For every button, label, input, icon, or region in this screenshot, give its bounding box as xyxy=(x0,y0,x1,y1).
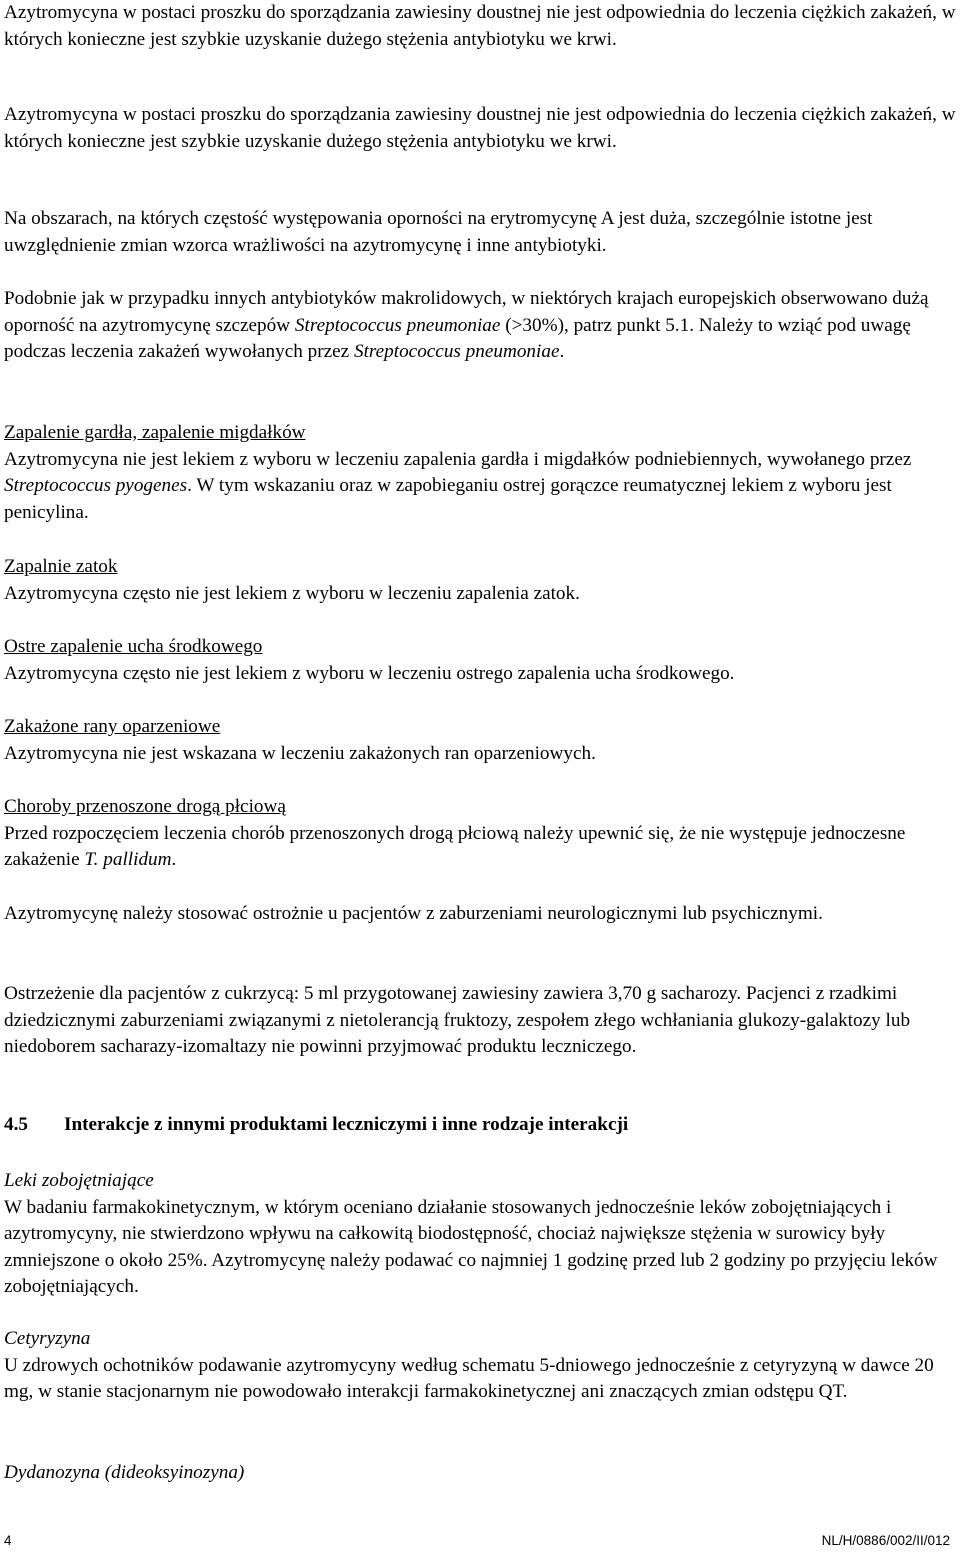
document-reference: NL/H/0886/002/II/012 xyxy=(821,1533,950,1548)
text-run: . W tym wskazaniu oraz w zapobieganiu ostrej gorączce reumatycznej lekiem z wyboru jest penicylina. xyxy=(4,475,892,523)
section-body-std xyxy=(4,821,958,874)
page-number: 4 xyxy=(4,1533,12,1548)
section-body-ear: Azytromycyna często nie jest lekiem z wyboru w leczeniu ostrego zapalenia ucha środkowego. xyxy=(4,662,735,684)
section-heading-ear: Ostre zapalenie ucha środkowego xyxy=(4,636,263,657)
paragraph-neurological-caution: Azytromycynę należy stosować ostrożnie u pacjentów z zaburzeniami neurologicznymi lub psychicznymi. xyxy=(4,903,823,924)
section-heading-cetirizine: Cetyryzyna xyxy=(4,1328,91,1349)
section-heading-antacids: Leki zobojętniające xyxy=(4,1170,154,1191)
species-name: Streptococcus pneumoniae xyxy=(294,314,501,336)
paragraph-pneumoniae-resistance xyxy=(4,286,958,366)
text-run: . xyxy=(171,849,177,871)
section-burns xyxy=(4,714,596,767)
section-heading-throat: Zapalenie gardła, zapalenie migdałków xyxy=(4,422,306,443)
section-heading-didanosine: Dydanozyna (dideoksyinozyna) xyxy=(4,1462,245,1483)
section-ear xyxy=(4,634,734,687)
section-cetirizine xyxy=(4,1326,958,1406)
text-run: (>30%), patrz punkt 5.1. Należy to wziąć pod uwagę podczas leczenia zakażeń wywołanych przez xyxy=(4,314,911,363)
paragraph-oral-suspension-warning-1: Azytromycyna w postaci proszku do sporządzania zawiesiny doustnej nie jest odpowiednia do leczenia ciężkich zakażeń, w których konieczne jest szybkie uzyskanie dużego stężenia antybiotyku we krwi. xyxy=(4,2,956,50)
paragraph-diabetes-warning: Ostrzeżenie dla pacjentów z cukrzycą: 5 ml przygotowanej zawiesiny zawiera 3,70 g sacharozy. Pacjenci z rzadkimi dziedzicznymi zaburzeniami związanymi z nietolerancją fruktozy, zespołem złego wchłaniania glukozy-galaktozy lub niedoborem sacharazy-izomaltazy nie powinni przyjmować produktu leczniczego. xyxy=(4,983,911,1058)
text-run: Przed rozpoczęciem leczenia chorób przenoszonych drogą płciową należy upewnić się, że nie występuje jednoczesne zakażenie xyxy=(4,822,906,871)
section-heading-4-5 xyxy=(4,1112,628,1139)
species-name: Streptococcus pneumoniae xyxy=(353,341,560,363)
paragraph-erythromycin-resistance: Na obszarach, na których częstość występowania oporności na erytromycynę A jest duża, szczególnie istotne jest uwzględnienie zmian wzorca wrażliwości na azytromycynę i inne antybiotyki. xyxy=(4,208,873,256)
section-heading-std: Choroby przenoszone drogą płciową xyxy=(4,796,286,817)
section-body-antacids: W badaniu farmakokinetycznym, w którym oceniano działanie stosowanych jednocześnie leków zobojętniających i azytromycyny, nie stwierdzono wpływu na całkowitą biodostępność, chociaż największe stężenia w surowicy były zmniejszone o około 25%. Azytromycynę należy podawać co najmniej 1 godzinę przed lub 2 godziny po przyjęciu leków zobojętniających. xyxy=(4,1196,938,1298)
section-body-burns: Azytromycyna nie jest wskazana w leczeniu zakażonych ran oparzeniowych. xyxy=(4,742,596,764)
text-run: . xyxy=(559,341,565,363)
section-heading-burns: Zakażone rany oparzeniowe xyxy=(4,716,221,737)
section-heading-sinus: Zapalnie zatok xyxy=(4,556,118,577)
section-antacids xyxy=(4,1168,958,1301)
section-didanosine xyxy=(4,1460,244,1487)
section-sinus xyxy=(4,554,580,607)
species-name: T. pallidum xyxy=(84,849,172,871)
section-throat xyxy=(4,420,958,526)
species-name: Streptococcus pyogenes xyxy=(4,475,188,497)
paragraph-oral-suspension-warning-2: Azytromycyna w postaci proszku do sporządzania zawiesiny doustnej nie jest odpowiednia do leczenia ciężkich zakażeń, w których konieczne jest szybkie uzyskanie dużego stężenia antybiotyku we krwi. xyxy=(4,104,956,152)
section-body-cetirizine: U zdrowych ochotników podawanie azytromycyny według schematu 5-dniowego jednocześnie z cetyryzyną w dawce 20 mg, w stanie stacjonarnym nie powodowało interakcji farmakokinetycznej ani znaczących zmian odstępu QT. xyxy=(4,1354,934,1403)
section-std xyxy=(4,794,958,874)
text-run: Podobnie jak w przypadku innych antybiotyków makrolidowych, w niektórych krajach europejskich obserwowano dużą oporność na azytromycynę szczepów xyxy=(4,288,929,336)
section-body-sinus: Azytromycyna często nie jest lekiem z wyboru w leczeniu zapalenia zatok. xyxy=(4,582,580,604)
section-title: Interakcje z innymi produktami leczniczymi i inne rodzaje interakcji xyxy=(64,1114,629,1135)
text-run: Azytromycyna nie jest lekiem z wyboru w leczeniu zapalenia gardła i migdałków podniebiennych, wywołanego przez xyxy=(4,448,912,470)
section-number: 4.5 xyxy=(4,1114,28,1135)
section-body-throat xyxy=(4,447,958,527)
